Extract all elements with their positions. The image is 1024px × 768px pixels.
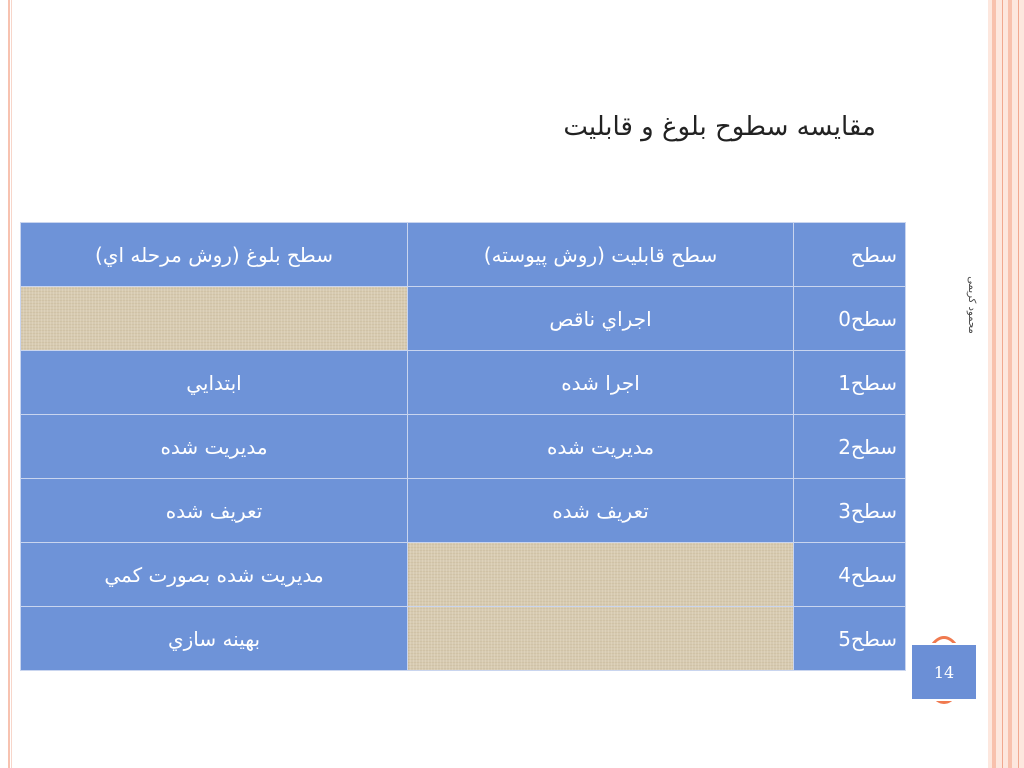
cell-capability: اجراي ناقص	[408, 287, 794, 351]
cell-maturity: تعريف شده	[21, 479, 408, 543]
cell-maturity: مديريت شده بصورت کمي	[21, 543, 408, 607]
cell-maturity-empty	[21, 287, 408, 351]
left-border-line	[8, 0, 10, 768]
cell-capability-empty	[408, 607, 794, 671]
header-maturity-staged: سطح بلوغ (روش مرحله اي)	[21, 223, 408, 287]
cell-capability: مديريت شده	[408, 415, 794, 479]
cell-level: سطح0	[794, 287, 906, 351]
cell-level: سطح3	[794, 479, 906, 543]
cell-level: سطح2	[794, 415, 906, 479]
table-row	[21, 351, 906, 415]
right-border-line	[1018, 0, 1019, 768]
cell-maturity: بهينه سازي	[21, 607, 408, 671]
right-border-line	[1002, 0, 1003, 768]
slide-title: مقايسه سطوح بلوغ و قابليت	[563, 112, 876, 142]
header-capability-continuous: سطح قابليت (روش پيوسته)	[408, 223, 794, 287]
page-number-badge: 14	[910, 643, 978, 701]
table-row	[21, 543, 906, 607]
header-level: سطح	[794, 223, 906, 287]
table-header-row	[21, 223, 906, 287]
table-row	[21, 607, 906, 671]
maturity-capability-table	[20, 222, 906, 671]
cell-capability-empty	[408, 543, 794, 607]
right-border-band	[988, 0, 1024, 768]
cell-capability: تعريف شده	[408, 479, 794, 543]
cell-level: سطح5	[794, 607, 906, 671]
cell-capability: اجرا شده	[408, 351, 794, 415]
table-row	[21, 287, 906, 351]
cell-level: سطح4	[794, 543, 906, 607]
cell-maturity: مديريت شده	[21, 415, 408, 479]
table-row	[21, 415, 906, 479]
table-row	[21, 479, 906, 543]
left-border-line-inner	[11, 0, 12, 768]
cell-maturity: ابتدايي	[21, 351, 408, 415]
author-name: محمود کریمی	[966, 276, 977, 334]
cell-level: سطح1	[794, 351, 906, 415]
right-border-stripe	[992, 0, 996, 768]
right-border-stripe	[1008, 0, 1012, 768]
